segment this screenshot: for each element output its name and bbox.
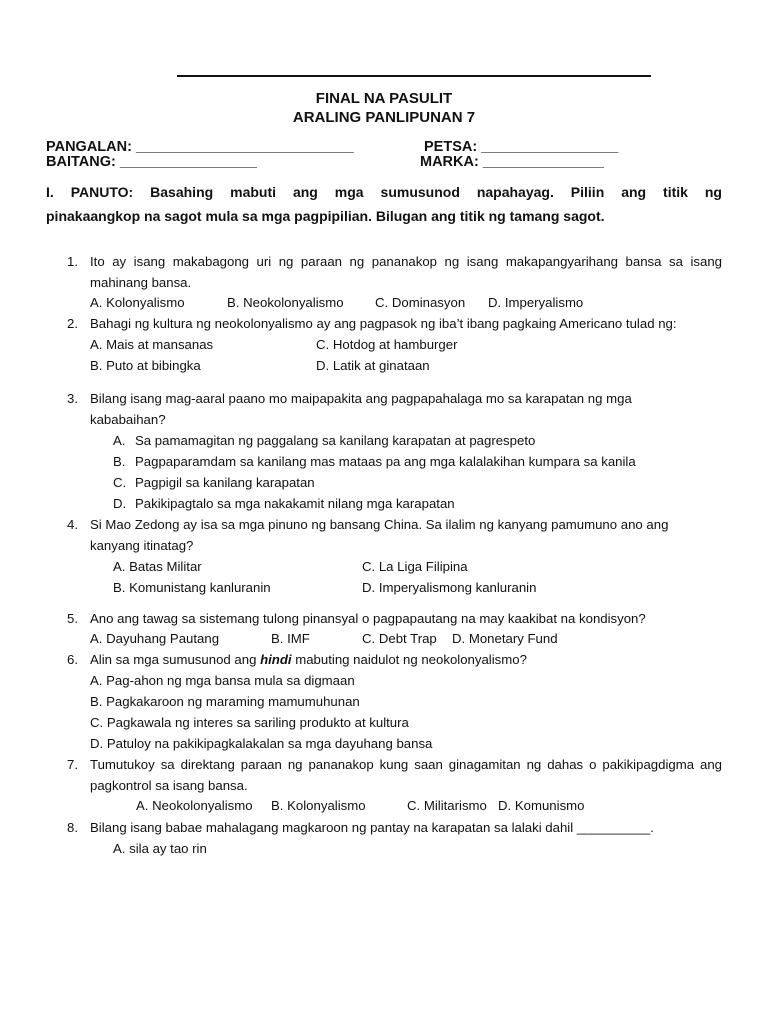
choice-d[interactable]: D. Monetary Fund — [452, 631, 558, 646]
marka-field[interactable]: MARKA: _______________ — [420, 154, 604, 170]
choice-c[interactable]: C. Dominasyon — [375, 295, 466, 310]
choice-d[interactable] — [113, 496, 455, 511]
question-number: 4. — [67, 517, 78, 532]
choice-c[interactable] — [113, 475, 315, 490]
choice-a[interactable]: A. Batas Militar — [113, 559, 202, 574]
choice-b[interactable]: B. Kolonyalismo — [271, 798, 366, 813]
choice-c[interactable]: C. Militarismo — [407, 798, 487, 813]
choice-a[interactable]: A. Dayuhang Pautang — [90, 631, 220, 646]
choice-c[interactable]: C. Pagkawala ng interes sa sariling produkto at kultura — [90, 715, 409, 730]
exam-title: FINAL NA PASULIT — [315, 90, 453, 107]
question-text-post: mabuting naidulot ng neokolonyalismo? — [291, 652, 527, 667]
choice-b[interactable]: B. Puto at bibingka — [90, 358, 201, 373]
choice-letter: D. — [113, 496, 127, 511]
question-number: 6. — [67, 652, 78, 667]
question-number: 8. — [67, 820, 78, 835]
choice-a[interactable]: A. Neokolonyalismo — [136, 798, 253, 813]
choice-letter: A. — [113, 433, 126, 448]
question-text: Ano ang tawag sa sistemang tulong pinansyal o pagpapautang na may kaakibat na kondisyon? — [90, 611, 646, 626]
question-text: Bilang isang mag-aaral paano mo maipapakita ang pagpapahalaga mo sa karapatan ng mga — [90, 391, 632, 406]
instructions-line-1: I. PANUTO: Basahing mabuti ang mga sumusunod napahayag. Piliin ang titik ng — [46, 184, 722, 200]
question-text: Si Mao Zedong ay isa sa mga pinuno ng bansang China. Sa ilalim ng kanyang pamumuno ano ang — [90, 517, 669, 532]
choice-a[interactable]: A. Mais at mansanas — [90, 337, 214, 352]
question-text-cont: pagkontrol sa isang bansa. — [90, 778, 248, 793]
question-text: Ito ay isang makabagong uri ng paraan ng pananakop ng isang makapangyarihang bansa sa isang — [90, 254, 722, 269]
question-number: 2. — [67, 316, 78, 331]
choice-b[interactable]: B. Pagkakaroon ng maraming mamumuhunan — [90, 694, 360, 709]
choice-d[interactable]: D. Imperyalismong kanluranin — [362, 580, 537, 595]
choice-c[interactable]: C. Hotdog at hamburger — [316, 337, 458, 352]
exam-subject: ARALING PANLIPUNAN 7 — [292, 109, 476, 126]
question-number: 7. — [67, 757, 78, 772]
question-number: 5. — [67, 611, 78, 626]
question-text-cont: kanyang itinatag? — [90, 538, 194, 553]
choice-text: Pakikipagtalo sa mga nakakamit nilang mga karapatan — [135, 496, 455, 511]
choice-a[interactable]: A. sila ay tao rin — [113, 841, 207, 856]
baitang-field[interactable]: BAITANG: _________________ — [46, 154, 257, 170]
emphasis-word: hindi — [260, 652, 292, 667]
choice-d[interactable]: D. Imperyalismo — [488, 295, 584, 310]
choice-text: Pagpigil sa kanilang karapatan — [135, 475, 315, 490]
choice-text: Sa pamamagitan ng paggalang sa kanilang karapatan at pagrespeto — [135, 433, 536, 448]
question-text-cont: kababaihan? — [90, 412, 166, 427]
instructions-line-2: pinakaangkop na sagot mula sa mga pagpipilian. Bilugan ang titik ng tamang sagot. — [46, 208, 605, 224]
choice-b[interactable] — [113, 454, 636, 469]
petsa-field[interactable]: PETSA: _________________ — [424, 139, 619, 155]
choice-c[interactable]: C. Debt Trap — [362, 631, 437, 646]
choice-a[interactable]: A. Kolonyalismo — [90, 295, 185, 310]
choice-c[interactable]: C. La Liga Filipina — [362, 559, 468, 574]
question-text-pre: Alin sa mga sumusunod ang — [90, 652, 261, 667]
choice-d[interactable]: D. Komunismo — [498, 798, 585, 813]
choice-b[interactable]: B. Komunistang kanluranin — [113, 580, 271, 595]
question-text: Bilang isang babae mahalagang magkaroon ng pantay na karapatan sa lalaki dahil __________. — [90, 820, 654, 835]
choice-b[interactable]: B. IMF — [271, 631, 310, 646]
choice-letter: B. — [113, 454, 126, 469]
question-number: 1. — [67, 254, 78, 269]
choice-letter: C. — [113, 475, 127, 490]
choice-d[interactable]: D. Patuloy na pakikipagkalakalan sa mga dayuhang bansa — [90, 736, 433, 751]
question-text-cont: mahinang bansa. — [90, 275, 192, 290]
choice-d[interactable]: D. Latik at ginataan — [316, 358, 430, 373]
top-rule-line — [177, 75, 651, 77]
choice-b[interactable]: B. Neokolonyalismo — [227, 295, 344, 310]
choice-text: Pagpaparamdam sa kanilang mas mataas pa ang mga kalalakihan kumpara sa kanila — [135, 454, 636, 469]
question-text: Bahagi ng kultura ng neokolonyalismo ay ang pagpasok ng iba’t ibang pagkaing Americano tulad ng: — [90, 316, 677, 331]
choice-a[interactable] — [113, 433, 535, 448]
choice-a[interactable]: A. Pag-ahon ng mga bansa mula sa digmaan — [90, 673, 355, 688]
question-text: Tumutukoy sa direktang paraan ng pananakop kung saan ginagamitan ng dahas o pakikipagdigma ang — [90, 757, 722, 772]
question-text — [90, 652, 527, 667]
question-number: 3. — [67, 391, 78, 406]
pangalan-field[interactable]: PANGALAN: ___________________________ — [46, 139, 354, 155]
